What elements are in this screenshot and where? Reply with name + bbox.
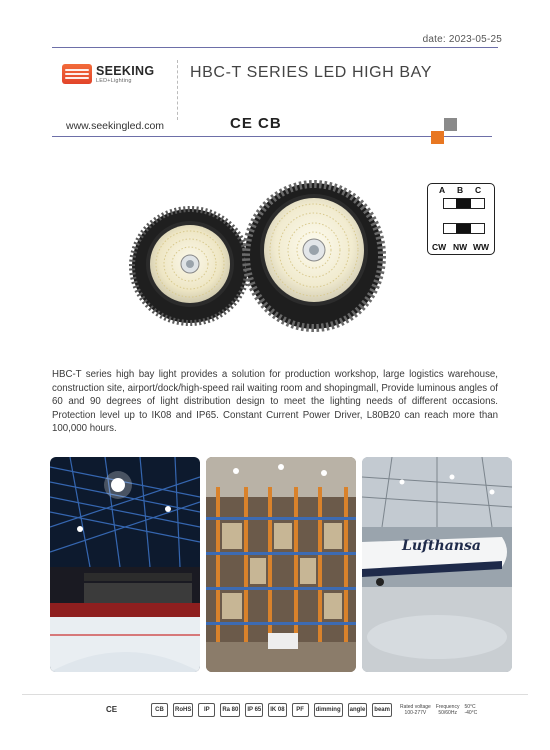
frequency-label: Frequency — [435, 704, 460, 710]
temp-low: -40°C — [464, 710, 478, 716]
switch-label-nw: NW — [453, 242, 468, 252]
high-bay-light-large — [245, 183, 383, 329]
switch-label-cw: CW — [432, 242, 447, 252]
header-top-rule — [52, 47, 498, 48]
product-description: HBC-T series high bay light provides a solution for production workshop, large logistics warehouse, construction site, airport/dock/high-speed rail waiting room and shopingmall, Provide luminous angles of 60 and 90 degrees of light distribution design to meet the lighting needs of different occasions. Protection level up to IK08 and IP65. Constant Current Power Driver, L80B20 can reach more than 100,000 hours. — [52, 369, 498, 435]
application-photo-ice-rink — [50, 457, 200, 672]
product-image — [128, 178, 390, 340]
header-divider — [177, 60, 178, 120]
rated-voltage-value: 100-277V — [404, 710, 427, 716]
page-title: HBC-T SERIES LED HIGH BAY — [190, 64, 433, 81]
ra80-icon: Ra 80 — [220, 703, 240, 717]
ik08-icon: IK 08 — [268, 703, 286, 717]
decor-square-orange — [431, 131, 444, 144]
hangar-aircraft-lettering: Lufthansa — [402, 538, 481, 554]
header-bottom-rule — [52, 136, 492, 137]
temp-high: 50°C — [464, 704, 476, 710]
footer-rule — [22, 694, 528, 695]
certification-marks: CE CB — [230, 115, 282, 132]
beam-icon: beam — [372, 703, 392, 717]
switch-label-b: B — [457, 185, 464, 195]
brand-name: SEEKING — [96, 64, 155, 78]
cb-mark-icon: CB — [151, 703, 168, 717]
document-date: date: 2023-05-25 — [422, 34, 502, 45]
application-photo-warehouse — [206, 457, 356, 672]
ip-icon: IP — [198, 703, 215, 717]
footer-certification-icons — [104, 702, 477, 718]
switch-label-c: C — [475, 185, 482, 195]
switch-label-ww: WW — [473, 242, 490, 252]
angle-icon: angle — [348, 703, 368, 717]
dimming-icon: dimming — [314, 703, 343, 717]
switch-slot-bottom — [443, 223, 485, 234]
switch-slot-top — [443, 198, 485, 209]
brand-logo-mark-icon — [62, 64, 92, 84]
cct-switch-diagram — [427, 183, 495, 255]
brand-logo — [62, 62, 162, 88]
decor-square-gray — [444, 118, 457, 131]
thermometer-icon — [464, 704, 477, 716]
ce-mark-icon: CE — [105, 705, 118, 714]
pf-icon: PF — [292, 703, 309, 717]
high-bay-light-small — [132, 209, 248, 323]
rohs-icon: RoHS — [173, 703, 193, 717]
rated-voltage-label: Rated voltage — [399, 704, 431, 710]
ip65-icon: IP 65 — [245, 703, 263, 717]
website-link[interactable]: www.seekingled.com — [66, 120, 165, 132]
brand-tagline: LED+Lighting — [96, 78, 132, 84]
application-photo-hangar — [362, 457, 512, 672]
frequency-value: 50/60Hz — [438, 710, 457, 716]
switch-label-a: A — [439, 185, 446, 195]
